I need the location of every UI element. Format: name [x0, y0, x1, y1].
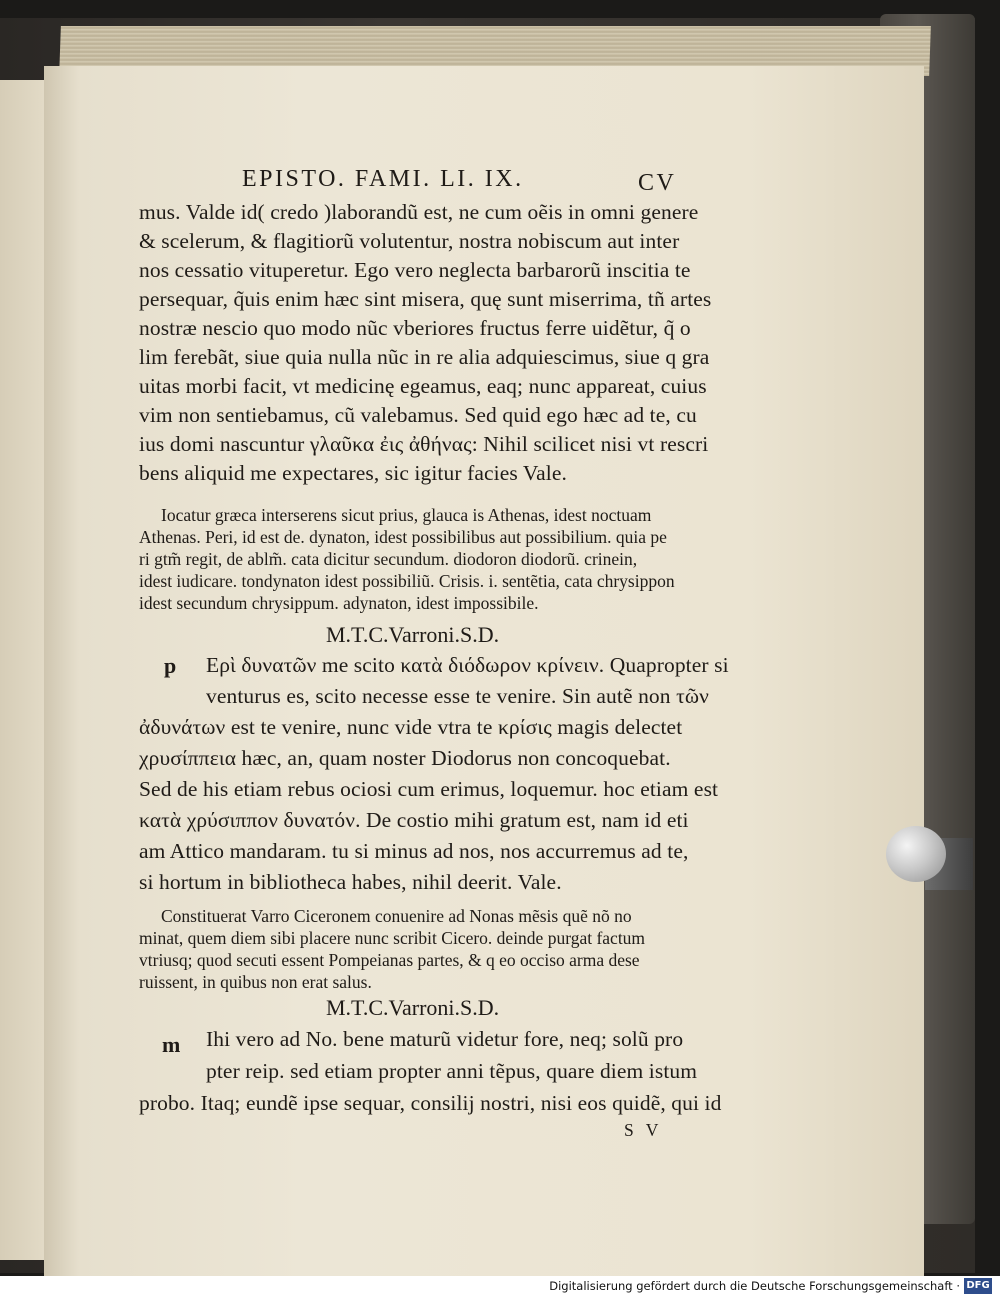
letter1-line: nostræ nescio quo modo nũc vberiores fructus ferre uidẽtur, q̃ o [139, 316, 691, 340]
letter1-line: ius domi nascuntur γλαῦκα ἐις ἀθήνας: Nihil scilicet nisi vt rescri [139, 432, 709, 456]
letter3-line: Ihi vero ad No. bene maturũ videtur fore, neq; solũ pro [206, 1027, 684, 1051]
letter3-line: pter reip. sed etiam propter anni tẽpus, quare diem istum [206, 1059, 698, 1083]
commentary2-line: vtriusq; quod secuti essent Pompeianas partes, & q eo occiso arma dese [139, 950, 640, 970]
signature-mark: S V [624, 1120, 663, 1140]
running-title: EPISTO. FAMI. LI. IX. [242, 166, 524, 192]
letter2-line: si hortum in bibliotheca habes, nihil deerit. Vale. [139, 870, 562, 894]
letter2-line: ἀδυνάτων est te venire, nunc vide vtra te κρίσις magis delectet [139, 715, 683, 739]
book-page [44, 66, 924, 1276]
letter1-line: bens aliquid me expectares, sic igitur facies Vale. [139, 461, 567, 485]
letter2-line: am Attico mandaram. tu si minus ad nos, nos accurremus ad te, [139, 839, 689, 863]
letter1-line: & scelerum, & flagitiorũ volutentur, nostra nobiscum aut inter [139, 229, 680, 253]
digitization-credit: Digitalisierung gefördert durch die Deutsche Forschungsgemeinschaft · [549, 1279, 960, 1293]
commentary1-line: idest iudicare. tondynaton idest possibiliũ. Crisis. i. sentẽtia, cata chrysippon [139, 571, 675, 591]
letter1-line: mus. Valde id( credo )laborandũ est, ne cum oẽis in omni genere [139, 200, 699, 224]
letter2-line: Sed de his etiam rebus ociosi cum erimus, loquemur. hoc etiam est [139, 777, 719, 801]
letter2-line: Eρὶ δυνατῶν me scito κατὰ διόδωρον κρίνειν. Quapropter si [206, 653, 729, 677]
letter1-line: vim non sentiebamus, cũ valebamus. Sed quid ego hæc ad te, cu [139, 403, 697, 427]
letter2-line: χρυσίππεια hæc, an, quam noster Diodorus non concoquebat. [139, 746, 671, 770]
letter2-line: venturus es, scito necesse esse te venire. Sin autẽ non τῶν [206, 684, 709, 708]
letter1-line: nos cessatio vituperetur. Ego vero neglecta barbarorũ inscitia te [139, 258, 691, 282]
commentary2-line: minat, quem diem sibi placere nunc scribit Cicero. deinde purgat factum [139, 928, 646, 948]
letter2-initial: p [164, 653, 177, 678]
commentary1-line: idest secundum chrysippum. adynaton, idest impossibile. [139, 593, 539, 613]
commentary2-line: Constituerat Varro Ciceronem conuenire ad Nonas mẽsis quẽ nõ no [161, 906, 632, 926]
letter1-line: lim ferebãt, siue quia nulla nũc in re alia adquiescimus, siue q gra [139, 345, 710, 369]
folio-number: CV [638, 170, 677, 196]
footer-bar [0, 1276, 1000, 1298]
letter2-heading: M.T.C.Varroni.S.D. [326, 622, 500, 647]
letter1-line: uitas morbi facit, vt medicinę egeamus, eaq; nunc appareat, cuius [139, 374, 707, 398]
commentary1-line: Athenas. Peri, id est de. dynaton, idest possibilibus aut possibilium. quia pe [139, 527, 667, 547]
commentary2-line: ruissent, in quibus non erat salus. [139, 972, 372, 992]
letter3-line: probo. Itaq; eundẽ ipse sequar, consilij nostri, nisi eos quidẽ, qui id [139, 1091, 722, 1115]
letter2-line: κατὰ χρύσιππον δυνατόν. De costio mihi gratum est, nam id eti [139, 808, 689, 832]
letter3-heading: M.T.C.Varroni.S.D. [326, 995, 500, 1020]
commentary1-line: Iocatur græca interserens sicut prius, glauca is Athenas, idest noctuam [161, 505, 652, 525]
commentary1-line: ri gtm̃ regit, de ablm̃. cata dicitur secundum. diodoron diodorũ. crinein, [139, 549, 638, 569]
letter3-initial: m [162, 1032, 181, 1057]
dfg-logo: DFG [964, 1278, 992, 1294]
page-clip [886, 826, 946, 882]
letter1-line: persequar, q̃uis enim hæc sint misera, quę sunt miserrima, tñ artes [139, 287, 712, 311]
